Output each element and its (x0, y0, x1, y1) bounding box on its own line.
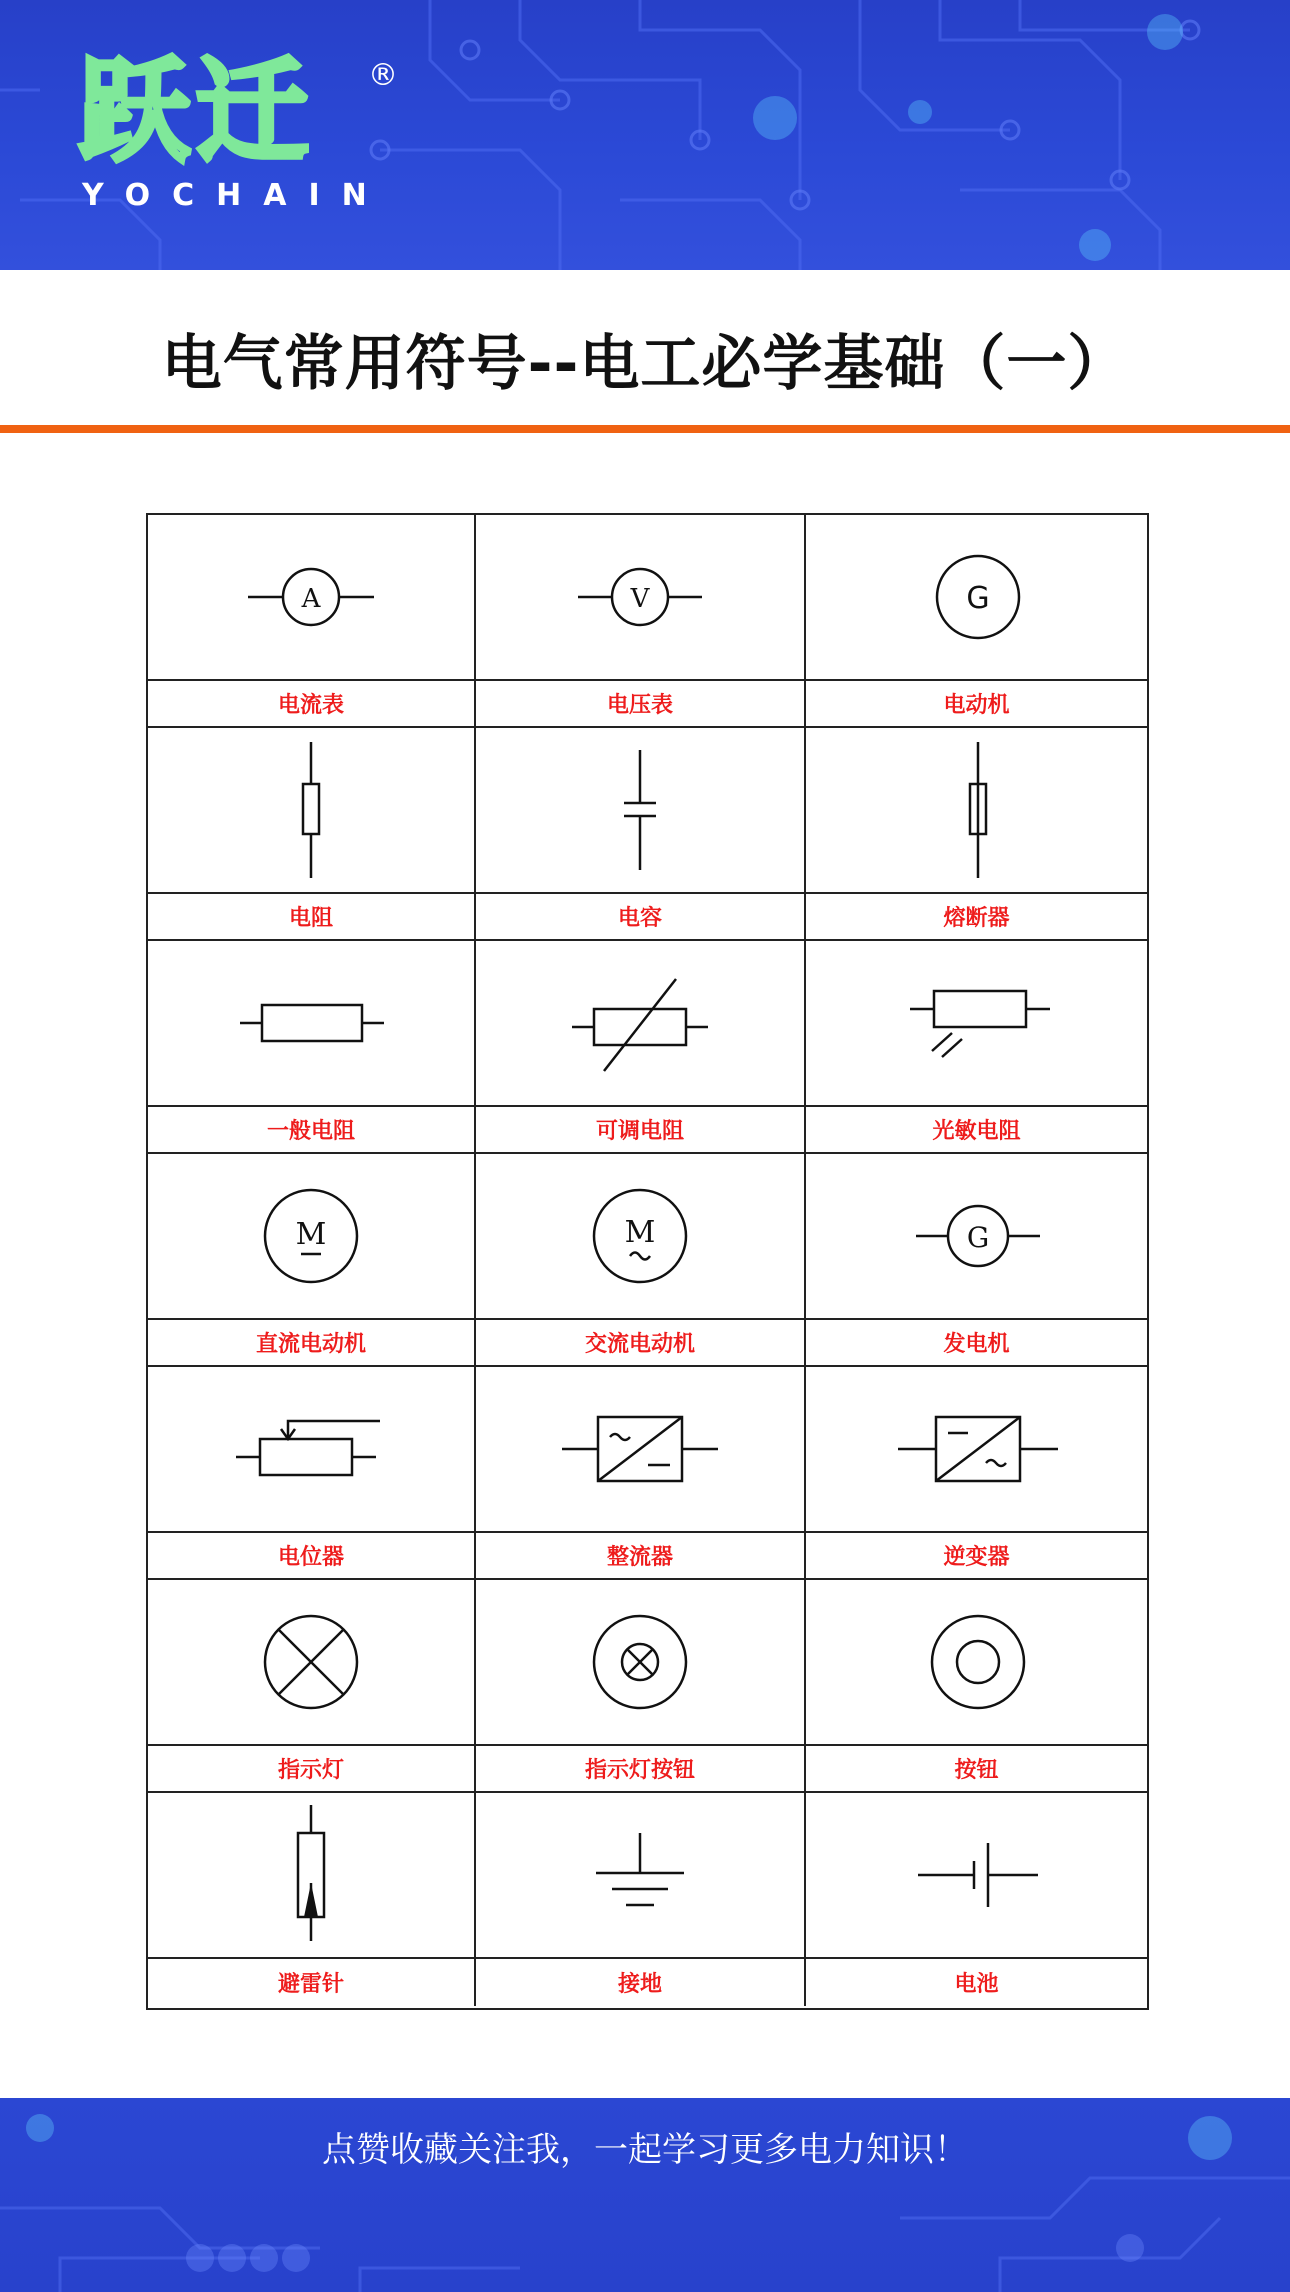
symbol-label: 电池 (954, 1972, 999, 1997)
label-cell (148, 1533, 476, 1580)
label-cell (148, 1320, 476, 1367)
label-cell (806, 1320, 1147, 1367)
potentiometer-icon (148, 1367, 474, 1531)
symbol-label: 逆变器 (943, 1545, 1010, 1570)
symbol-label: 按钮 (954, 1758, 999, 1783)
dc-motor-icon (148, 1154, 474, 1318)
label-cell (806, 1959, 1147, 2006)
push-button-icon (806, 1580, 1147, 1744)
footer-call-to-action: 点赞收藏关注我，一起学习更多电力知识！ (322, 2130, 968, 2170)
lamp-button-icon (476, 1580, 804, 1744)
symbol-cell (148, 1793, 476, 1959)
symbol-label: 熔断器 (943, 906, 1010, 931)
symbol-label: 指示灯 (277, 1758, 344, 1783)
symbol-cell (476, 728, 806, 894)
title-divider (0, 425, 1290, 433)
label-cell (476, 681, 806, 728)
symbol-cell (806, 1367, 1147, 1533)
rectifier-icon (476, 1367, 804, 1531)
label-cell (476, 1320, 806, 1367)
symbol-label: 直流电动机 (255, 1332, 366, 1357)
motor-g-icon (806, 515, 1147, 679)
label-cell (476, 1746, 806, 1793)
symbol-cell (806, 941, 1147, 1107)
footer-banner (0, 2098, 1290, 2292)
label-cell (148, 1959, 476, 2006)
variable-resistor-icon (476, 941, 804, 1105)
symbol-cell (476, 1154, 806, 1320)
symbol-cell (476, 1367, 806, 1533)
registered-mark: ® (368, 58, 398, 93)
label-cell (148, 1107, 476, 1154)
label-cell (806, 894, 1147, 941)
logo-wordmark: 跃迁 (78, 47, 314, 177)
symbol-label: 整流器 (606, 1545, 673, 1570)
label-cell (476, 894, 806, 941)
label-cell (806, 1746, 1147, 1793)
ac-motor-icon (476, 1154, 804, 1318)
symbol-label: 电动机 (943, 693, 1010, 718)
symbol-label: 电容 (617, 906, 662, 931)
label-cell (148, 894, 476, 941)
symbol-label: 电阻 (288, 906, 333, 931)
symbol-table (146, 513, 1149, 2010)
dc-motor-glyph: M (295, 1217, 327, 1252)
lightning-rod-icon (148, 1793, 474, 1957)
indicator-lamp-icon (148, 1580, 474, 1744)
ammeter-icon (148, 515, 474, 679)
label-cell (806, 1107, 1147, 1154)
symbol-cell (476, 1580, 806, 1746)
voltmeter-icon (476, 515, 804, 679)
fuse-icon (806, 728, 1147, 892)
ac-motor-glyph: M (624, 1215, 656, 1250)
symbol-cell (148, 1154, 476, 1320)
symbol-label: 避雷针 (277, 1972, 344, 1997)
symbol-label: 一般电阻 (266, 1119, 355, 1144)
symbol-cell (806, 728, 1147, 894)
logo-subtitle: YOCHAIN (82, 178, 389, 213)
label-cell (148, 1746, 476, 1793)
symbol-cell (806, 1793, 1147, 1959)
symbol-cell (148, 728, 476, 894)
label-cell (476, 1959, 806, 2006)
title-area (0, 270, 1290, 430)
label-cell (806, 1533, 1147, 1580)
ammeter-glyph: A (301, 584, 321, 614)
page-title: 电气常用符号--电工必学基础（一） (161, 329, 1129, 399)
label-cell (148, 681, 476, 728)
symbol-cell (806, 1580, 1147, 1746)
label-cell (476, 1533, 806, 1580)
symbol-label: 交流电动机 (584, 1332, 695, 1357)
resistor-vertical-icon (148, 728, 474, 892)
symbol-cell (148, 515, 476, 681)
header-banner (0, 0, 1290, 270)
symbol-label: 电位器 (277, 1545, 344, 1570)
symbol-label: 指示灯按钮 (584, 1758, 695, 1783)
symbol-cell (148, 1580, 476, 1746)
symbol-label: 电压表 (606, 693, 673, 718)
battery-icon (806, 1793, 1147, 1957)
label-cell (806, 681, 1147, 728)
generator-icon (806, 1154, 1147, 1318)
symbol-cell (806, 515, 1147, 681)
capacitor-icon (476, 728, 804, 892)
symbol-cell (476, 1793, 806, 1959)
symbol-label: 接地 (617, 1972, 662, 1997)
brand-logo (78, 47, 408, 216)
voltmeter-glyph: V (630, 584, 650, 614)
symbol-cell (476, 941, 806, 1107)
label-cell (476, 1107, 806, 1154)
inverter-icon (806, 1367, 1147, 1531)
generator-glyph: G (966, 1221, 990, 1254)
symbol-cell (148, 941, 476, 1107)
photoresistor-icon (806, 941, 1147, 1105)
symbol-cell (148, 1367, 476, 1533)
symbol-cell (806, 1154, 1147, 1320)
symbol-cell (476, 515, 806, 681)
motor-glyph: G (966, 581, 990, 616)
symbol-label: 电流表 (277, 693, 344, 718)
ground-icon (476, 1793, 804, 1957)
general-resistor-icon (148, 941, 474, 1105)
symbol-label: 可调电阻 (595, 1119, 684, 1144)
symbol-label: 光敏电阻 (932, 1119, 1021, 1144)
symbol-label: 发电机 (943, 1332, 1010, 1357)
